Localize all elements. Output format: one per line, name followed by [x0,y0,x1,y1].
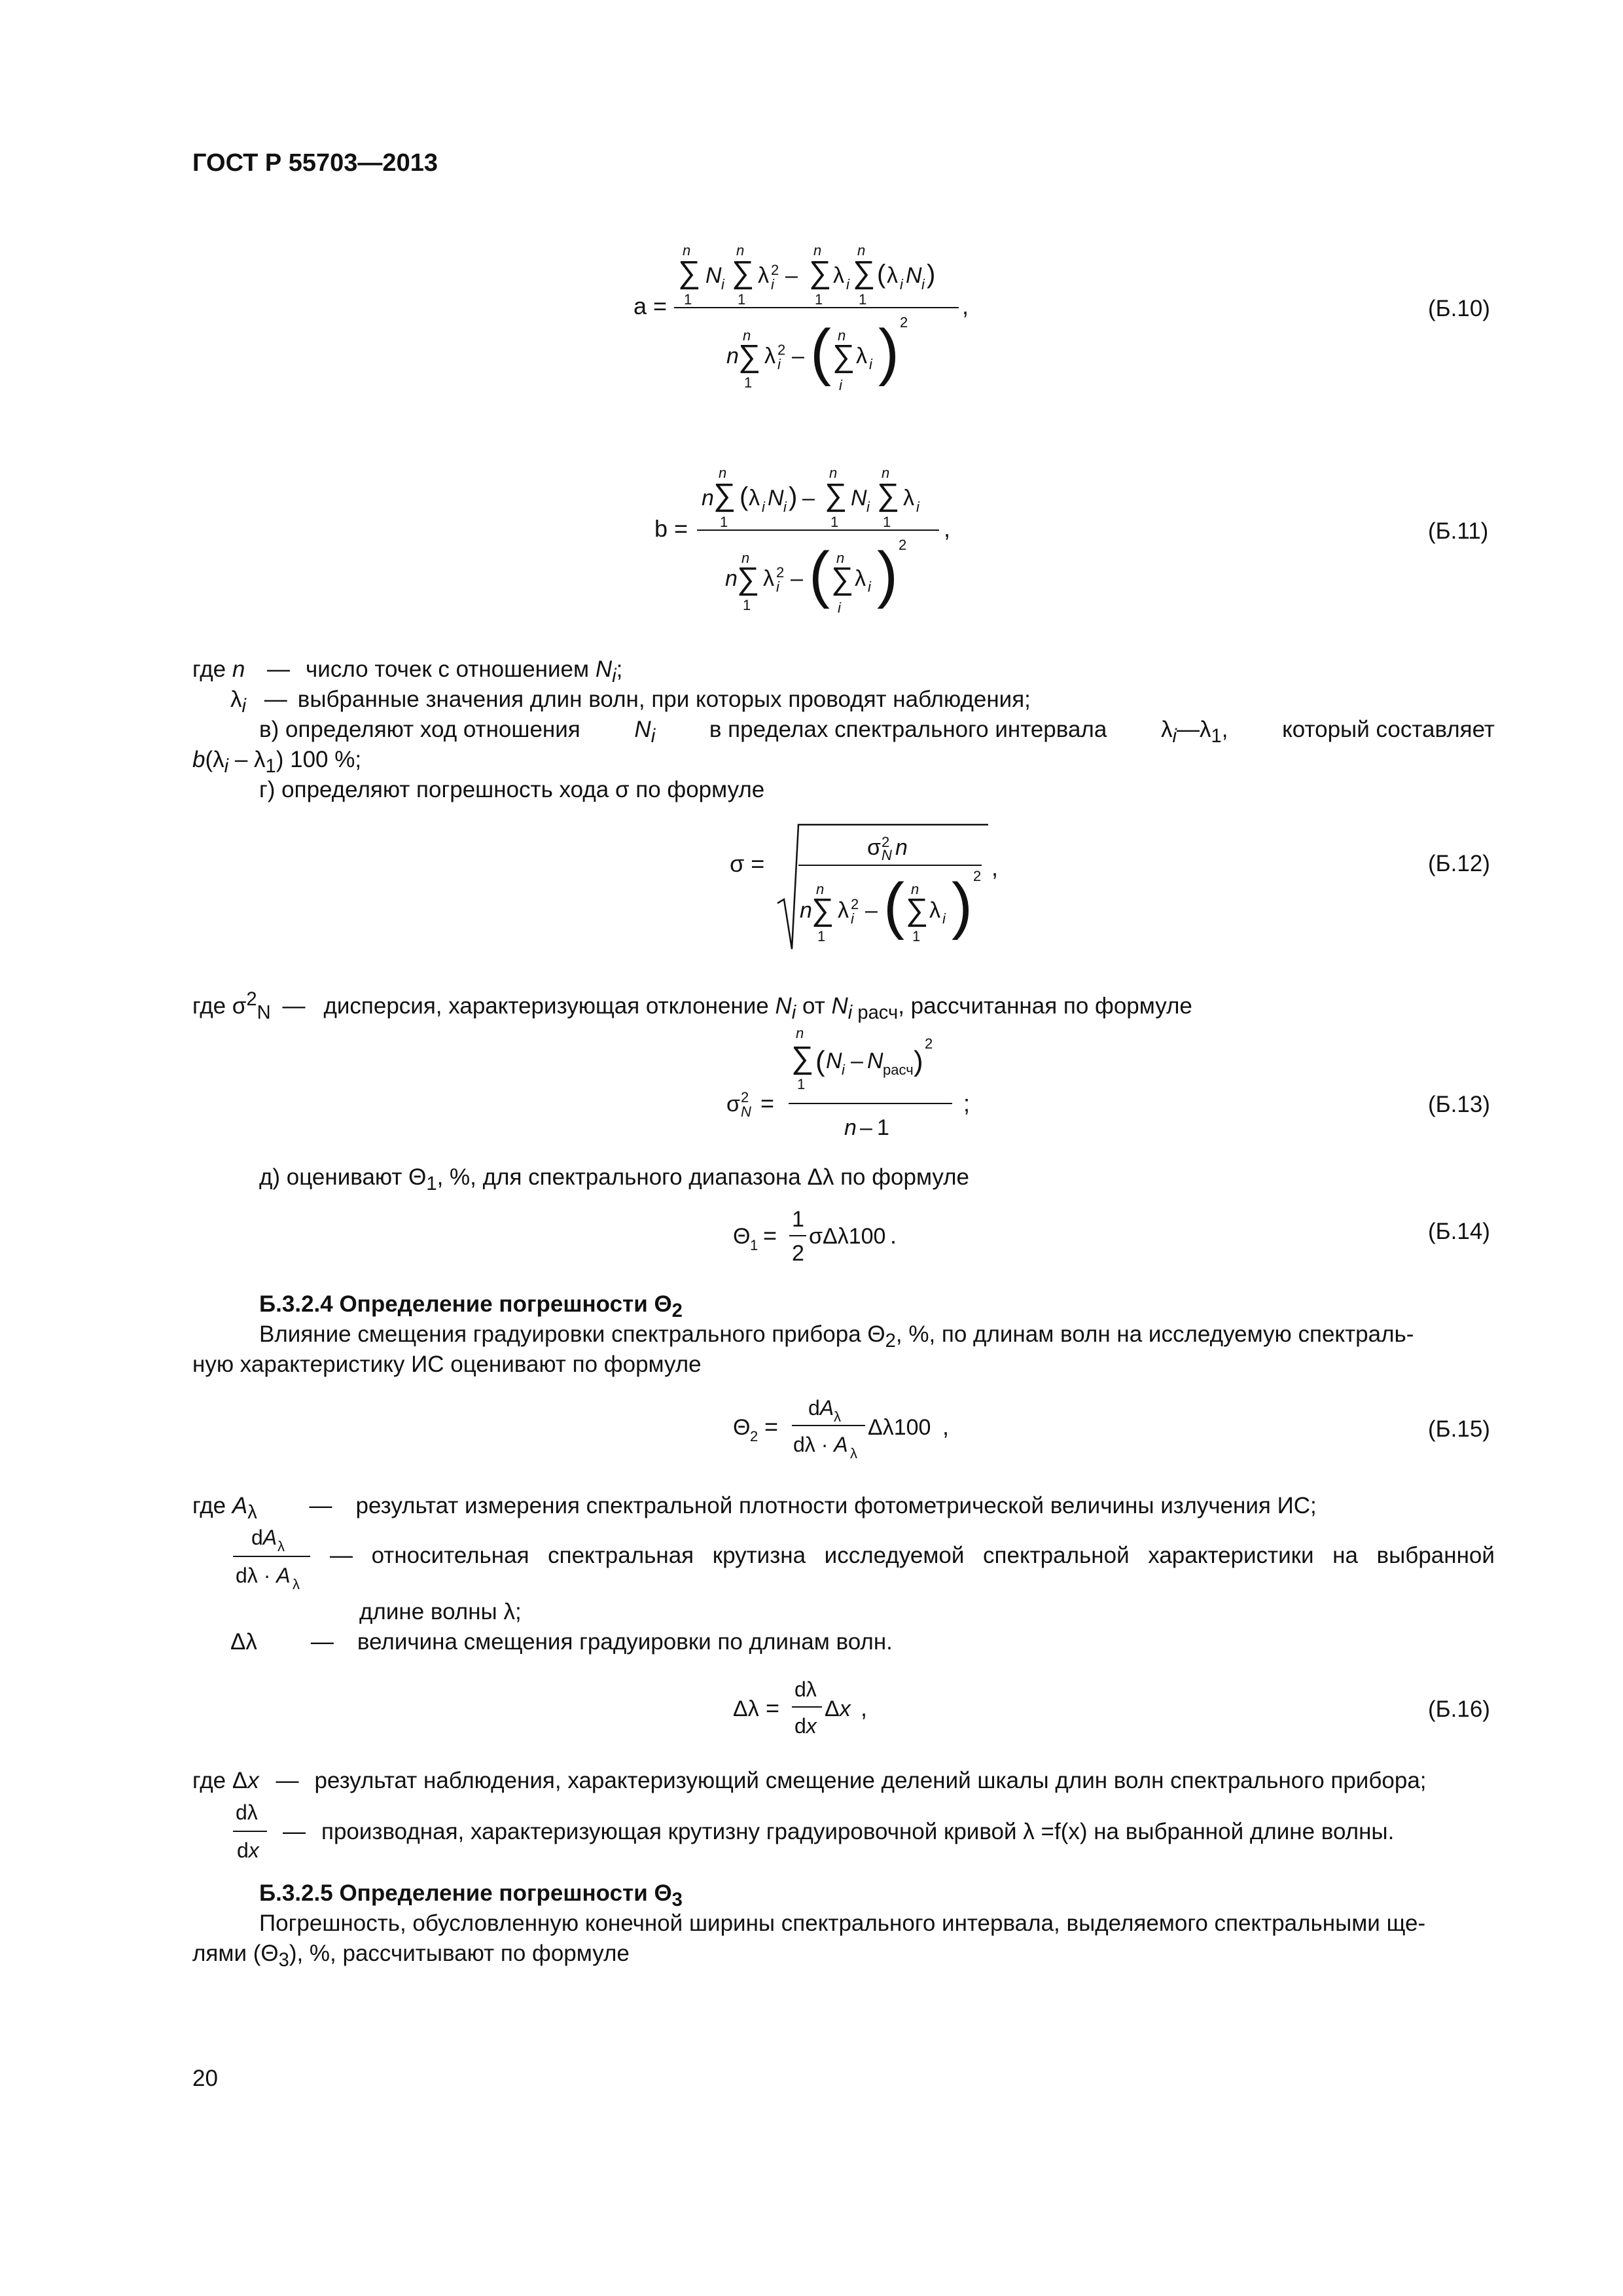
svg-text:λ: λ [763,566,774,591]
section-b324-title: Б.3.2.4 Определение погрешности $\Theta_2$ [259,1291,683,1321]
svg-text:2: 2 [792,1241,804,1266]
svg-text:n: n [836,550,845,566]
svg-text:i: i [721,276,724,293]
svg-text:i: i [771,276,774,293]
def-delta-lambda: Δλ — величина смещения градуировки по длинам волн. [230,1629,893,1655]
svg-text:λ: λ [929,898,940,923]
svg-text:Δλ: Δλ [733,1696,759,1721]
item-g: г) определяют погрешность хода σ по формуле [259,777,765,802]
svg-text:N: N [768,486,784,511]
svg-text:=: = [760,1090,775,1117]
svg-text:Θ: Θ [733,1415,751,1440]
svg-text:dλ · A: dλ · A [793,1433,848,1456]
formula-b12-number: (Б.12) [1428,851,1490,876]
svg-text:i: i [921,276,925,293]
svg-text:): ) [877,539,898,609]
svg-text:(: ( [810,317,831,387]
svg-text:2: 2 [771,262,779,278]
svg-text:∑: ∑ [809,255,832,290]
svg-text:i: i [869,356,872,372]
svg-text:Δλ100: Δλ100 [868,1415,931,1440]
svg-text:dA: dA [808,1396,834,1420]
svg-text:–: – [865,898,878,923]
svg-text:): ) [927,260,936,289]
svg-text:расч: расч [883,1062,914,1078]
formula-b13-tail: ; [963,1090,971,1117]
formula-b14 [726,1198,942,1270]
svg-text:2: 2 [899,537,907,553]
svg-text:λ: λ [833,263,844,288]
svg-text:–: – [791,566,803,591]
svg-text:n: n [857,242,866,259]
svg-text:λ: λ [887,263,898,288]
svg-text:2: 2 [851,896,859,912]
svg-text:i: i [866,499,870,515]
svg-text:1: 1 [684,291,692,308]
svg-text:λ: λ [277,1538,285,1554]
formula-b16-number: (Б.16) [1428,1696,1490,1722]
svg-text:∑: ∑ [812,893,834,927]
def-deriv-fraction [230,1795,276,1867]
svg-text:(: ( [740,482,749,511]
svg-text:i: i [942,910,946,927]
svg-text:n: n [741,550,750,566]
svg-text:1: 1 [750,1237,758,1253]
formula-b10-tail: , [962,293,969,319]
svg-text:n: n [800,898,812,923]
formula-b13 [720,1021,995,1145]
svg-text:i: i [838,600,841,616]
svg-text:–: – [785,263,798,288]
svg-text:–: – [792,344,804,368]
formula-b14-number: (Б.14) [1428,1219,1490,1244]
formula-b12-lhs: σ = [730,850,765,877]
svg-text:dx: dx [794,1714,817,1738]
svg-text:∑: ∑ [906,893,929,927]
svg-text:λ: λ [838,898,849,923]
section-b324-p2: ную характеристику ИС оценивают по формуле [192,1352,702,1377]
formula-b11-tail: , [944,515,951,542]
svg-text:dλ: dλ [236,1801,258,1824]
def-sigmaN: где $\sigma^2_N$ — дисперсия, характеризующая отклонение $N_i$ от $N_{i расч}$, рассчитанная по формуле [192,989,1192,1024]
item-v-line2: $b(\lambda_i - \lambda_1)$ 100 %; [192,747,362,777]
svg-text:i: i [762,499,765,515]
svg-text:dx: dx [237,1839,259,1862]
document-header: ГОСТ Р 55703—2013 [192,149,438,177]
svg-text:∑: ∑ [713,478,736,512]
svg-text:): ) [952,870,972,941]
item-d: д) оценивают $\Theta_1$, %, для спектрального диапазона Δλ по формуле [259,1164,970,1194]
svg-text:n: n [895,835,908,860]
svg-text:n: n [725,566,738,591]
svg-text:λ: λ [834,1408,841,1425]
svg-text:–: – [860,1115,872,1140]
svg-text:i: i [846,276,849,293]
item-v-line1: в) определяют ход отношения $N_i$ в пределах спектрального интервала $\lambda_i—\lambda_1$, который составляет [259,717,1495,747]
svg-text:λ: λ [293,1576,300,1592]
svg-text:2: 2 [882,834,890,850]
formula-b12-tail: , [991,854,999,881]
svg-text:∑: ∑ [678,255,701,290]
svg-text:i: i [777,356,781,372]
svg-text:i: i [851,910,854,927]
svg-text:Θ: Θ [733,1224,751,1249]
svg-text:N: N [882,847,892,863]
svg-text:n: n [838,327,846,344]
svg-text:1: 1 [817,928,826,944]
svg-text:N: N [741,1103,751,1120]
def-delta-x: где Δx — результат наблюдения, характеризующий смещение делений шкалы длин волн спектрального прибора; [192,1768,1427,1793]
svg-text:(: ( [815,1045,825,1077]
svg-text:i: i [783,499,787,515]
formula-b10-number: (Б.10) [1428,296,1490,321]
svg-text:(: ( [883,870,904,941]
section-b325-title: Б.3.2.5 Определение погрешности $\Theta_3$ [259,1880,683,1910]
page-number: 20 [192,2066,218,2091]
svg-text:–: – [802,486,815,511]
svg-text:n: n [829,465,838,481]
svg-text:1: 1 [720,514,728,530]
svg-text:N: N [867,1049,883,1073]
svg-text:2: 2 [925,1035,933,1052]
svg-text:∑: ∑ [738,339,761,374]
formula-b15-number: (Б.15) [1428,1416,1490,1442]
svg-text:=: = [766,1695,780,1721]
formula-b16-tail: , [861,1695,868,1721]
svg-text:n: n [702,486,714,511]
svg-text:i: i [916,499,919,515]
svg-text:dλ · A: dλ · A [236,1564,291,1587]
svg-text:i: i [842,1062,845,1078]
svg-text:n: n [844,1115,857,1140]
svg-text:∑: ∑ [853,255,876,290]
svg-text:2: 2 [777,342,786,358]
svg-text:N: N [705,263,722,288]
formula-b14-tail: . [890,1222,897,1249]
formula-b10 [628,229,995,406]
formula-b16 [726,1669,883,1748]
svg-text:n: n [726,344,739,368]
svg-text:n: n [882,465,890,481]
svg-text:1: 1 [815,291,823,308]
formula-b12 [726,818,1008,956]
svg-text:dλ: dλ [794,1677,817,1701]
def-deriv-desc: — производная, характеризующая крутизну градуировочной кривой λ =f(x) на выбранной длине волны. [283,1819,1395,1844]
svg-text:N: N [851,486,867,511]
svg-text:1: 1 [883,514,891,530]
svg-text:i: i [776,579,779,595]
svg-text:i: i [900,276,903,293]
svg-text:n: n [719,465,727,481]
svg-text:Δx: Δx [825,1696,851,1721]
svg-text:n: n [816,881,825,897]
svg-text:1: 1 [797,1076,806,1092]
svg-text:λ: λ [855,566,866,591]
def-ratio-desc: — относительная спектральная крутизна исследуемой спектральной характеристики на выбранной [330,1543,1495,1568]
svg-text:n: n [813,242,822,259]
svg-text:N: N [826,1049,842,1073]
svg-text:2: 2 [750,1428,758,1444]
def-ratio-desc2: длине волны λ; [359,1599,522,1624]
section-b325-p2: лями $(\Theta_3)$, %, рассчитывают по формуле [192,1941,630,1971]
section-b325-p1: Погрешность, обусловленную конечной ширины спектрального интервала, выделяемого спектральными ще- [259,1910,1426,1936]
svg-text:2: 2 [973,868,982,884]
svg-text:(: ( [809,539,830,609]
svg-text:n: n [796,1025,804,1041]
def-ratio-fraction [230,1520,322,1592]
formula-b15-tail: , [942,1413,950,1440]
svg-text:1: 1 [792,1207,804,1232]
svg-text:1: 1 [830,514,839,530]
svg-text:dA: dA [251,1526,277,1549]
def-A-lambda: где $A_\lambda$ — результат измерения спектральной плотности фотометрической величины излучения ИС; [192,1493,1317,1523]
svg-text:∑: ∑ [832,339,855,374]
svg-text:σ: σ [726,1092,740,1117]
svg-text:): ) [878,317,899,387]
svg-text:1: 1 [743,597,751,613]
svg-text:1: 1 [912,928,921,944]
section-b324-p1: Влияние смещения градуировки спектрального прибора $\Theta_2$, %, по длинам волн на исследуемую спектраль- [259,1321,1414,1352]
svg-text:): ) [914,1045,923,1077]
formula-b15 [726,1388,975,1473]
svg-text:n: n [736,242,745,259]
svg-text:n: n [683,242,691,259]
svg-text:1: 1 [744,374,753,391]
svg-text:∑: ∑ [732,255,755,290]
svg-text:λ: λ [903,486,914,511]
svg-text:(: ( [877,260,886,289]
svg-text:∑: ∑ [877,478,900,512]
svg-text:=: = [763,1222,777,1249]
svg-text:∑: ∑ [791,1041,814,1075]
svg-text:λ: λ [749,486,760,511]
formula-b10-lhs: a = [633,293,668,319]
svg-text:σ: σ [867,835,881,860]
svg-text:N: N [906,263,922,288]
svg-text:1: 1 [859,291,867,308]
svg-text:1: 1 [738,291,746,308]
svg-text:2: 2 [741,1089,749,1105]
def-n: где n — число точек с отношением $N_i$; [192,656,623,687]
svg-text:1: 1 [877,1115,889,1140]
svg-text:∑: ∑ [737,562,760,596]
svg-text:n: n [911,881,919,897]
formula-b13-number: (Б.13) [1428,1092,1490,1117]
svg-text:i: i [839,377,842,393]
def-lambda: $\lambda_i$ — выбранные значения длин волн, при которых проводят наблюдения; [230,687,1031,717]
svg-text:i: i [868,579,871,595]
svg-text:σΔλ100: σΔλ100 [809,1224,886,1249]
formula-b11-lhs: b = [654,515,688,542]
svg-text:λ: λ [856,344,867,368]
svg-text:–: – [851,1049,863,1073]
svg-text:2: 2 [900,314,908,331]
svg-text:2: 2 [776,564,785,581]
formula-b11 [648,452,975,628]
svg-text:λ: λ [850,1445,857,1462]
svg-text:): ) [789,482,798,511]
svg-text:=: = [764,1413,779,1440]
formula-b11-number: (Б.11) [1428,518,1489,544]
svg-text:∑: ∑ [831,562,854,596]
svg-text:∑: ∑ [825,478,847,512]
svg-text:n: n [743,327,751,344]
svg-text:λ: λ [764,344,776,368]
svg-text:λ: λ [758,263,769,288]
